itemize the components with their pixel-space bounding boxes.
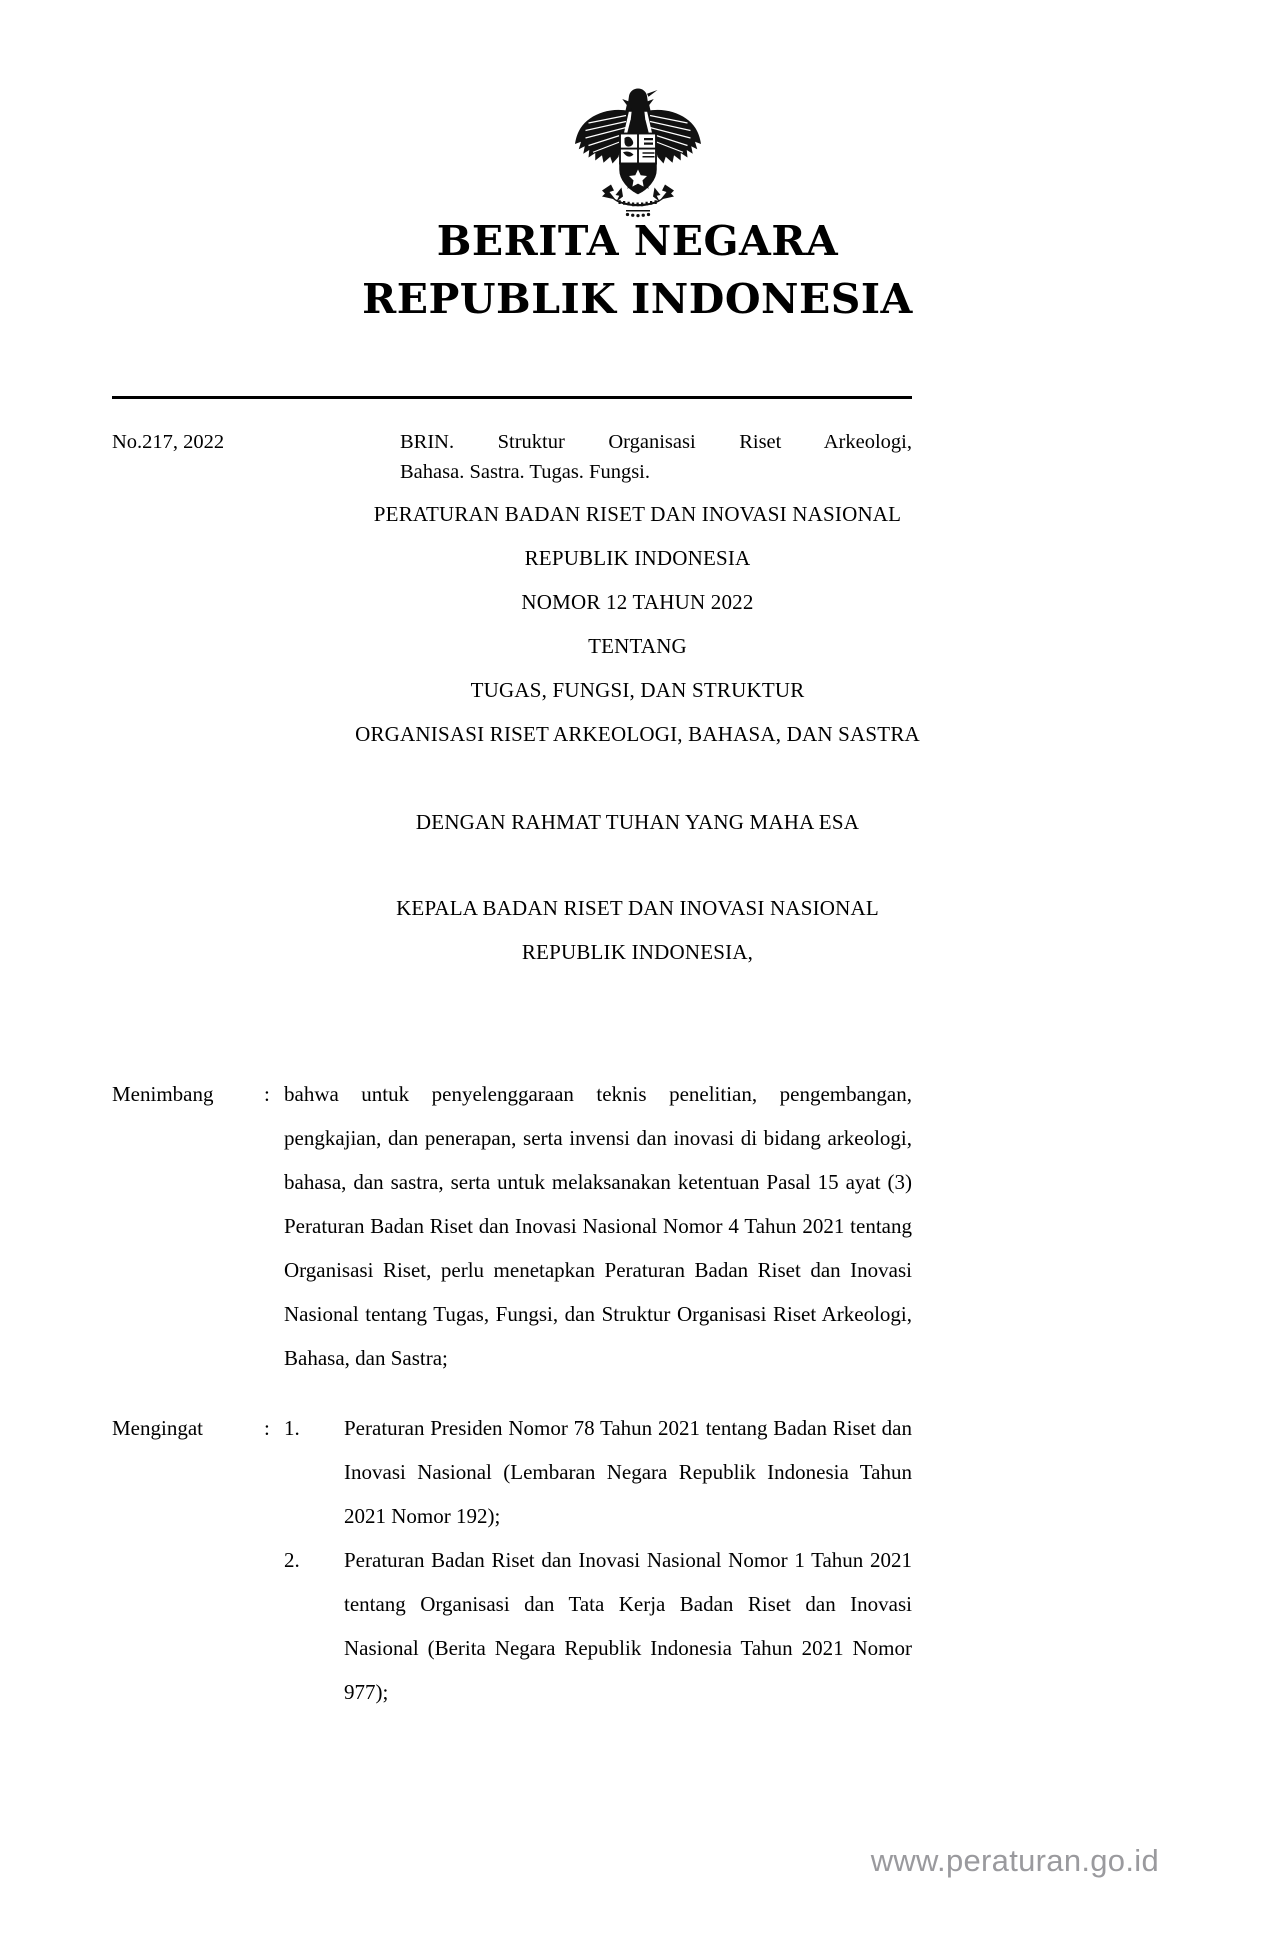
clause-mengingat-colon: :: [264, 1416, 270, 1440]
regulation-issuer-line: PERATURAN BADAN RISET DAN INOVASI NASIONAL: [373, 502, 902, 526]
header-meta: [112, 404, 912, 487]
header-divider-rule: [112, 396, 912, 399]
subject-keywords-line-1: BRIN. Struktur Organisasi Riset Arkeologi,: [400, 431, 912, 453]
garuda-pancasila-emblem: [563, 78, 713, 228]
clause-menimbang-colon: :: [264, 1082, 270, 1106]
title-spacer-2: [0, 844, 1275, 886]
list-item-marker: 2.: [284, 1548, 300, 1572]
regulation-number-line: NOMOR 12 TAHUN 2022: [521, 590, 754, 614]
signatory-office-line-1: KEPALA BADAN RISET DAN INOVASI NASIONAL: [396, 896, 879, 920]
clause-mengingat: [112, 1406, 912, 1714]
list-item: [284, 1538, 912, 1714]
clause-mengingat-label: Mengingat: [112, 1416, 203, 1440]
list-item-text: Peraturan Presiden Nomor 78 Tahun 2021 tentang Badan Riset dan Inovasi Nasional (Lembaran Negara Republik Indonesia Tahun 2021 Nomor 192);: [344, 1416, 912, 1528]
list-item: [284, 1406, 912, 1538]
clauses-section: [112, 1072, 912, 1740]
invocation-line: DENGAN RAHMAT TUHAN YANG MAHA ESA: [415, 810, 860, 834]
regulation-republic-line: REPUBLIK INDONESIA: [524, 546, 751, 570]
regulation-tentang-label: TENTANG: [588, 634, 687, 658]
clause-menimbang-label: Menimbang: [112, 1082, 214, 1106]
subject-keywords-line-2: Bahasa. Sastra. Tugas. Fungsi.: [400, 460, 651, 483]
emblem-container: [0, 78, 1275, 233]
regulation-subject-line-1: TUGAS, FUNGSI, DAN STRUKTUR: [470, 678, 805, 702]
clause-menimbang-text: bahwa untuk penyelenggaraan teknis penelitian, pengembangan, pengkajian, dan penerapan, serta invensi dan inovasi di bidang arkeologi, bahasa, dan sastra, serta untuk melaksanakan ketentuan Pasal 15 ayat (3) Peraturan Badan Riset dan Inovasi Nasional Nomor 4 Tahun 2021 tentang Organisasi Riset, perlu menetapkan Peraturan Badan Riset dan Inovasi Nasional tentang Tugas, Fungsi, dan Struktur Organisasi Riset Arkeologi, Bahasa, dan Sastra;: [284, 1082, 912, 1370]
subject-keywords: [400, 404, 912, 487]
footer-watermark: www.peraturan.go.id: [870, 1843, 1159, 1878]
list-item-marker: 1.: [284, 1416, 300, 1440]
regulation-subject-line-2: ORGANISASI RISET ARKEOLOGI, BAHASA, DAN SASTRA: [355, 722, 920, 746]
masthead-line-berita-negara: BERITA NEGARA: [436, 217, 839, 265]
masthead-line-republik-indonesia: REPUBLIK INDONESIA: [362, 275, 913, 324]
gazette-number: No.217, 2022: [112, 431, 225, 453]
clause-mengingat-list: [284, 1406, 912, 1714]
signatory-office-line-2: REPUBLIK INDONESIA,: [521, 940, 754, 964]
title-spacer-1: [0, 756, 1275, 800]
masthead: [0, 212, 1275, 328]
title-block: [0, 492, 1275, 974]
clause-menimbang: [112, 1072, 912, 1380]
list-item-text: Peraturan Badan Riset dan Inovasi Nasional Nomor 1 Tahun 2021 tentang Organisasi dan Tata Kerja Badan Riset dan Inovasi Nasional (Berita Negara Republik Indonesia Tahun 2021 Nomor 977);: [344, 1548, 912, 1704]
